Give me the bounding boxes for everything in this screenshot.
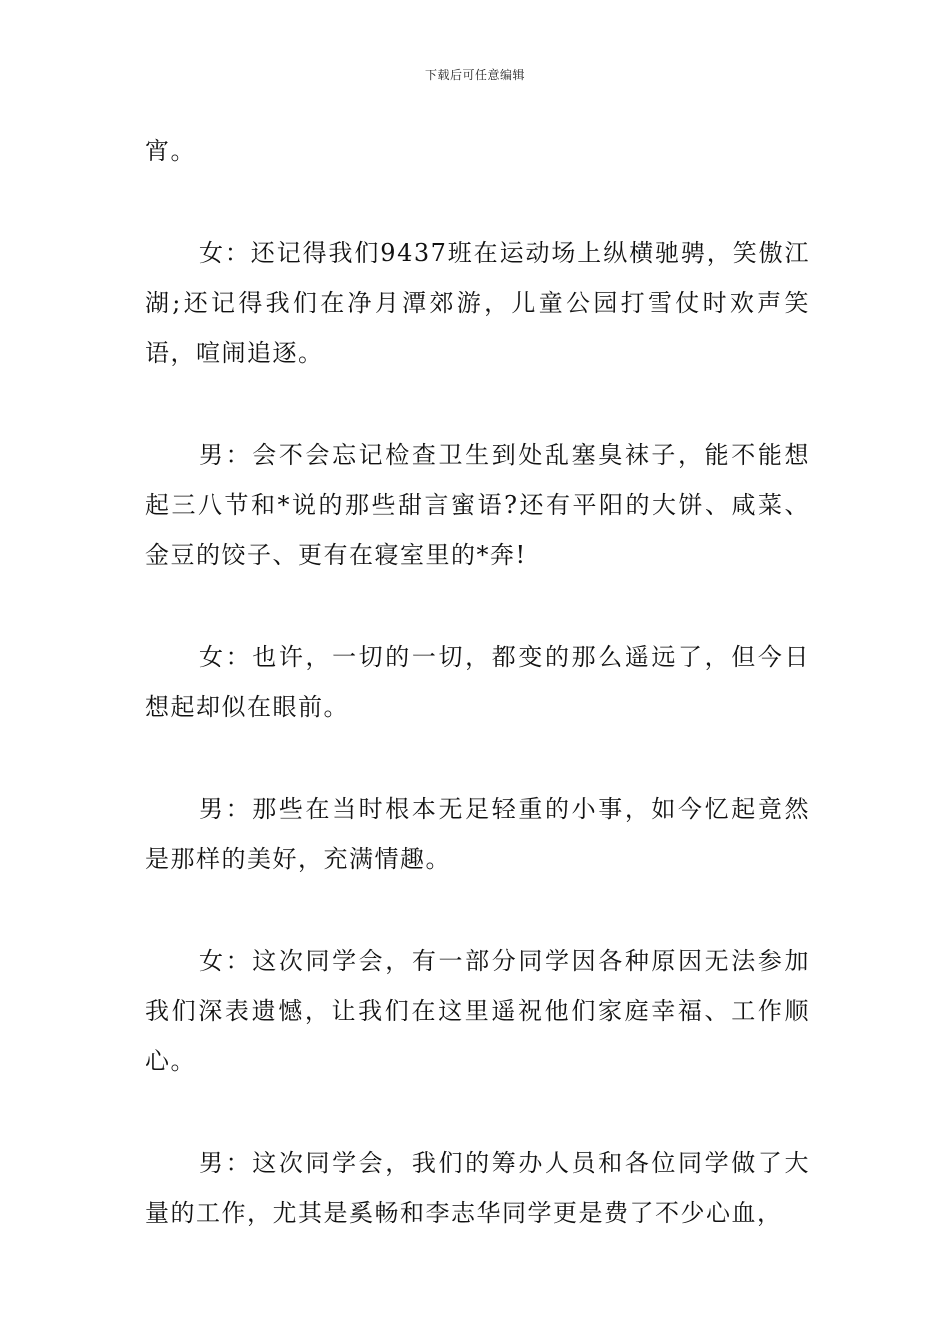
paragraph-gap bbox=[145, 1086, 810, 1138]
paragraph-male-3: 男：这次同学会，我们的筹办人员和各位同学做了大量的工作，尤其是奚畅和李志华同学更是费了不少心血， bbox=[145, 1149, 810, 1227]
paragraph-male-2: 男：那些在当时根本无足轻重的小事，如今忆起竟然是那样的美好，充满情趣。 bbox=[145, 795, 810, 873]
document-body bbox=[145, 126, 810, 1238]
paragraph-gap bbox=[145, 732, 810, 784]
paragraph-female-3: 女：这次同学会，有一部分同学因各种原因无法参加我们深表遗憾，让我们在这里遥祝他们家庭幸福、工作顺心。 bbox=[145, 947, 810, 1075]
paragraph-gap bbox=[145, 884, 810, 936]
paragraph-gap bbox=[145, 580, 810, 632]
paragraph-gap bbox=[145, 378, 810, 430]
paragraph-male-1: 男：会不会忘记检查卫生到处乱塞臭袜子，能不能想起三八节和*说的那些甜言蜜语?还有平阳的大饼、咸菜、金豆的饺子、更有在寝室里的*奔! bbox=[145, 441, 810, 569]
paragraph-continuation: 宵。 bbox=[145, 137, 196, 165]
paragraph-female-1: 女：还记得我们9437班在运动场上纵横驰骋，笑傲江湖;还记得我们在净月潭郊游，儿童公园打雪仗时欢声笑语，喧闹追逐。 bbox=[145, 239, 810, 367]
paragraph-gap bbox=[145, 176, 810, 228]
page-header-note: 下载后可任意编辑 bbox=[424, 68, 525, 82]
paragraph-female-2: 女：也许，一切的一切，都变的那么遥远了，但今日想起却似在眼前。 bbox=[145, 643, 810, 721]
